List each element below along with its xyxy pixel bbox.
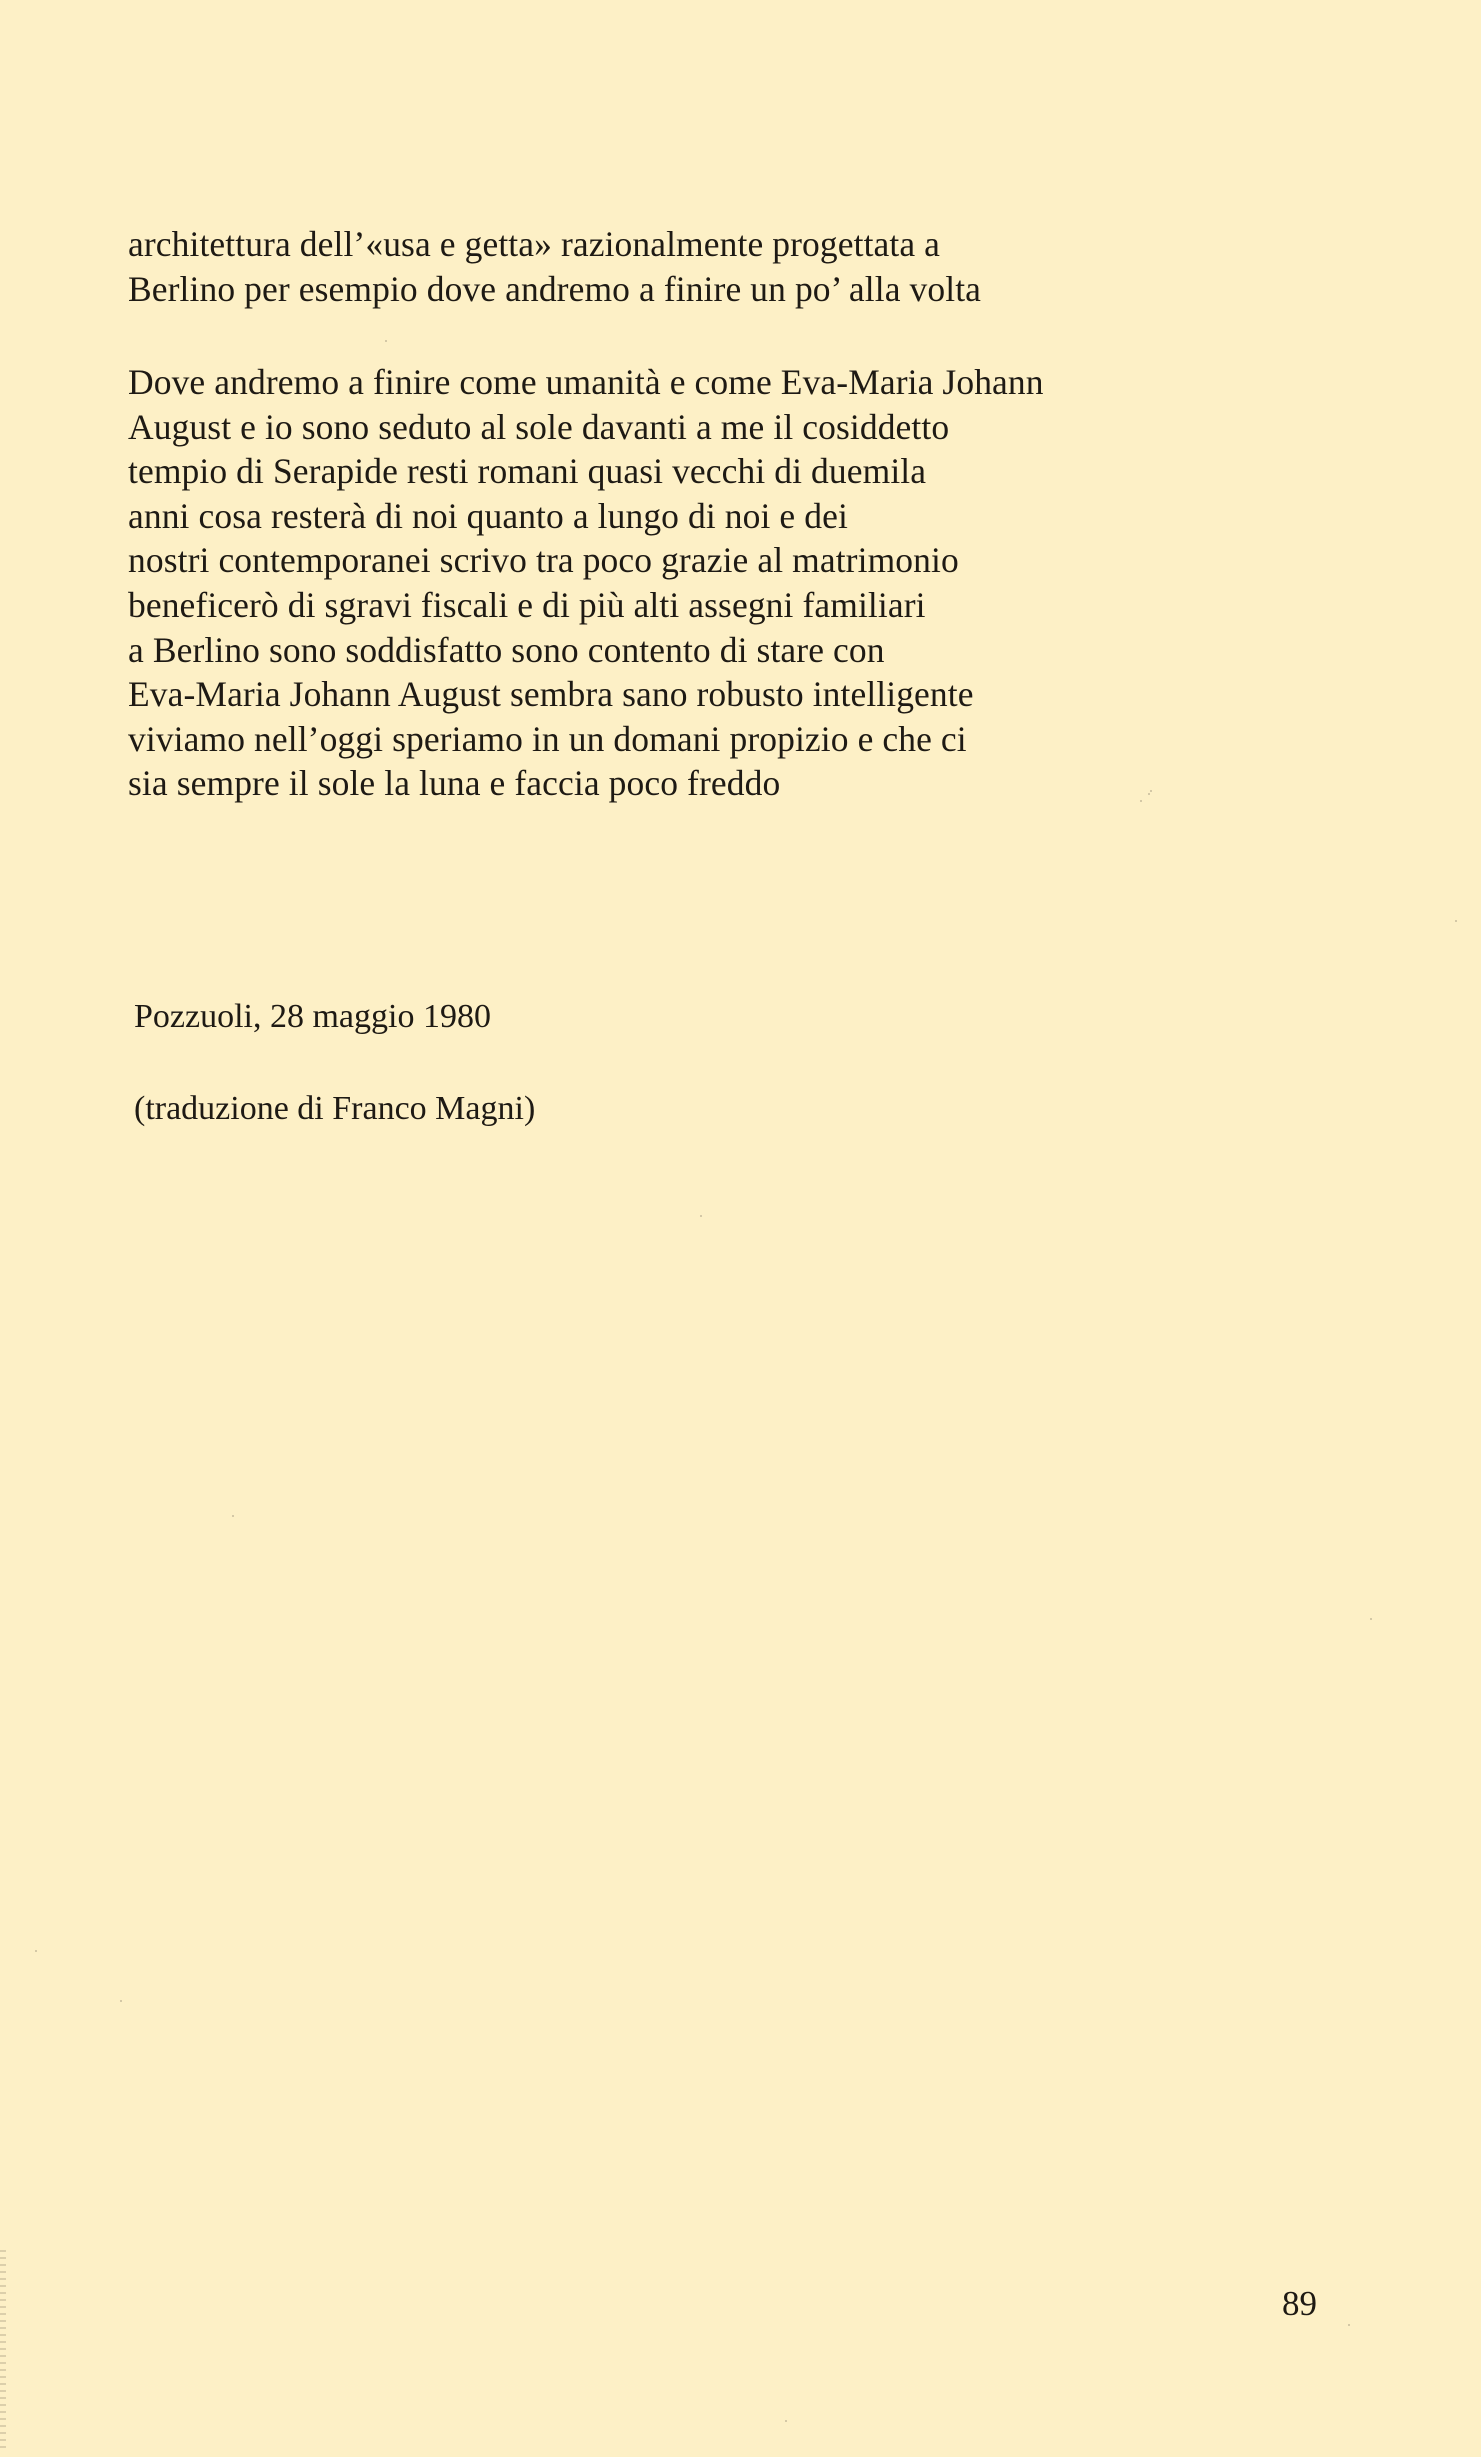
- poem-line: a Berlino sono soddisfatto sono contento di stare con: [128, 629, 885, 670]
- scan-speck: [120, 2000, 122, 2002]
- poem-line: beneficerò di sgravi fiscali e di più alti assegni familiari: [128, 584, 926, 625]
- poem-line: August e io sono seduto al sole davanti a me il cosiddetto: [128, 406, 950, 447]
- scan-speck: [35, 1950, 37, 1952]
- poem-line: sia sempre il sole la luna e faccia poco freddo: [128, 763, 781, 804]
- poem-line: anni cosa resterà di noi quanto a lungo di noi e dei: [128, 495, 848, 536]
- scan-speck: [232, 1515, 234, 1517]
- poem-line: viviamo nell’oggi speriamo in un domani propizio e che ci: [128, 718, 967, 759]
- poem-line: Berlino per esempio dove andremo a finire un po’ alla volta: [128, 268, 982, 309]
- scan-speck: [1140, 800, 1142, 802]
- place-date: Pozzuoli, 28 maggio 1980: [134, 998, 491, 1035]
- poem-line: nostri contemporanei scrivo tra poco grazie al matrimonio: [128, 540, 959, 581]
- scan-speck: [785, 2420, 787, 2422]
- scan-speck: [700, 1215, 702, 1217]
- poem-line: Eva-Maria Johann August sembra sano robusto intelligente: [128, 674, 974, 715]
- page-number: 89: [1282, 2284, 1317, 2323]
- scan-speck: [1148, 793, 1150, 795]
- scan-speck: [1455, 920, 1457, 922]
- poem-stanza-2: [128, 360, 1278, 806]
- poem-stanza-1: [128, 222, 1278, 311]
- scan-speck: [1370, 1618, 1372, 1620]
- scan-speck: [1348, 2324, 1350, 2326]
- scan-speck: [1150, 790, 1152, 792]
- poem-line: tempio di Serapide resti romani quasi vecchi di duemila: [128, 451, 927, 492]
- scan-edge-noise: [0, 2250, 6, 2450]
- scan-speck: [385, 340, 387, 342]
- poem-line: Dove andremo a finire come umanità e come Eva-Maria Johann: [128, 362, 1044, 402]
- translator-credit: (traduzione di Franco Magni): [134, 1090, 536, 1127]
- poem-line: architettura dell’«usa e getta» razionalmente progettata a: [128, 224, 941, 264]
